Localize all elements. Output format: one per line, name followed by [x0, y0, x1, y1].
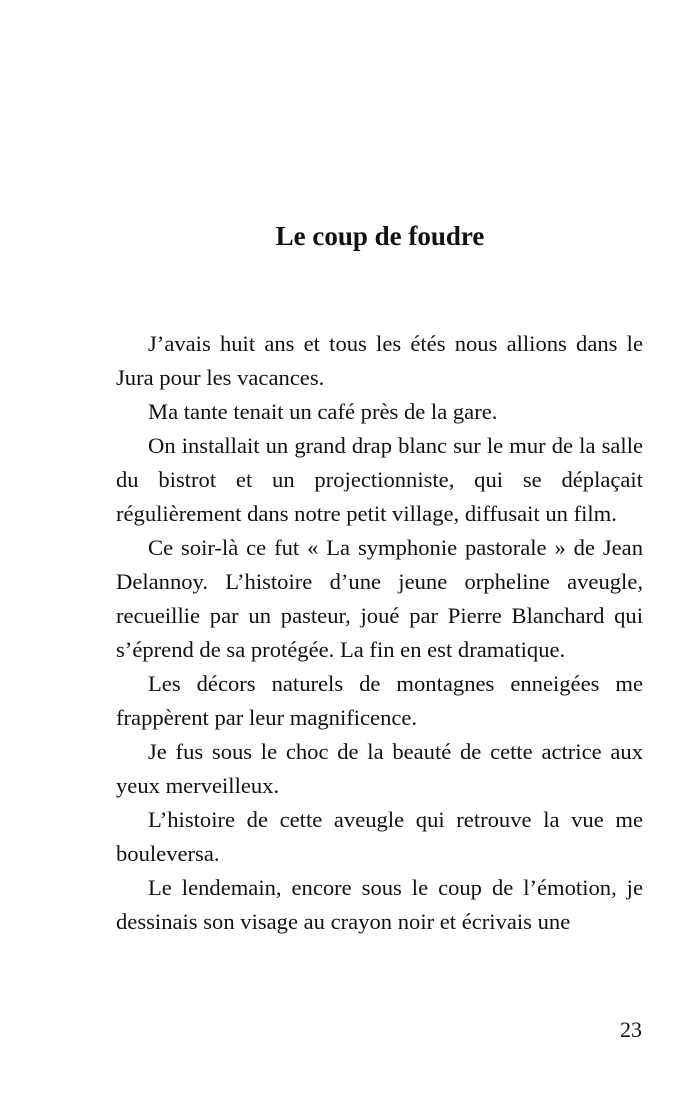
paragraph: J’avais huit ans et tous les étés nous allions dans le Jura pour les vacances. [116, 331, 643, 390]
paragraph: Je fus sous le choc de la beauté de cette actrice aux yeux merveilleux. [116, 739, 643, 798]
paragraph: Le lendemain, encore sous le coup de l’émotion, je dessinais son visage au crayon noir et écrivais une [116, 875, 643, 934]
paragraph: Ma tante tenait un café près de la gare. [148, 399, 498, 424]
paragraph: On installait un grand drap blanc sur le mur de la salle du bistrot et un projectionniste, qui se déplaçait régulièrement dans notre petit village, diffusait un film. [116, 433, 643, 526]
body-text [116, 327, 643, 939]
chapter-title: Le coup de foudre [275, 221, 485, 251]
page-number: 23 [620, 1017, 642, 1042]
paragraph: Ce soir-là ce fut « La symphonie pastorale » de Jean Delannoy. L’histoire d’une jeune orpheline aveugle, recueillie par un pasteur, joué par Pierre Blanchard qui s’éprend de sa protégée. La fin en est dramatique. [116, 535, 643, 662]
paragraph: Les décors naturels de montagnes enneigées me frappèrent par leur magnificence. [116, 671, 643, 730]
paragraph: L’histoire de cette aveugle qui retrouve la vue me bouleversa. [116, 807, 643, 866]
